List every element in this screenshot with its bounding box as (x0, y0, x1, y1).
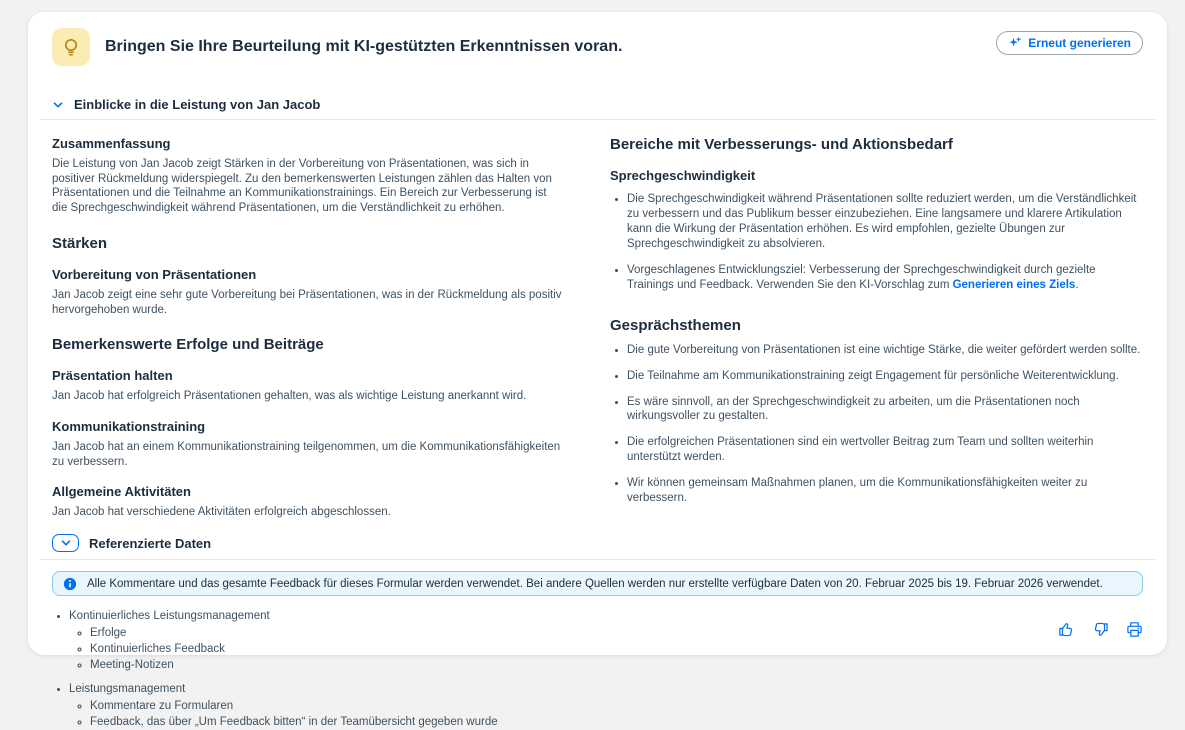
thumbs-down-button[interactable] (1090, 619, 1111, 643)
achievement-title: Kommunikationstraining (52, 419, 206, 435)
achievement-text: Jan Jacob hat verschiedene Aktivitäten erfolgreich abgeschlossen. (52, 506, 391, 519)
generate-goal-link[interactable]: Generieren eines Ziels (952, 278, 1076, 291)
achievement-text: Jan Jacob hat an einem Kommunikationstraining teilgenommen, um die Kommunikationsfähigkeiten zu verbessern. (52, 441, 561, 468)
collapse-section-button[interactable] (52, 534, 79, 552)
summary-heading: Zusammenfassung (52, 136, 171, 151)
improvement-bullet: Die Sprechgeschwindigkeit während Präsentationen sollte reduziert werden, um die Verständlichkeit zu verbessern und das Publikum besser einzubeziehen. Eine langsamere und klarere Artikulation kann die Wirkung der Präsentation erhöhen. Es wird empfohlen, gezielte Übungen zur Sprechgeschwindigkeit zu absolvieren. (627, 193, 1137, 250)
list-item (69, 609, 1143, 673)
referenced-sublist (69, 699, 1143, 730)
lightbulb-icon (52, 28, 90, 66)
regenerate-button[interactable] (996, 31, 1143, 55)
improvement-subheading: Sprechgeschwindigkeit (610, 168, 756, 183)
feedback-toolbar (1056, 619, 1145, 643)
regenerate-label: Erneut generieren (1028, 36, 1131, 50)
topics-list (610, 343, 1143, 507)
divider (40, 559, 1155, 560)
achievement-title: Präsentation halten (52, 368, 173, 384)
improvement-bullet-suffix: . (1075, 278, 1079, 291)
thumbs-up-button[interactable] (1056, 619, 1077, 643)
strength-text: Jan Jacob zeigt eine sehr gute Vorbereitung bei Präsentationen, was in der Rückmeldung als positiv hervorgehoben wurde. (52, 288, 562, 316)
list-item (627, 192, 1143, 252)
print-button[interactable] (1124, 619, 1145, 643)
referenced-group-label: Leistungsmanagement (69, 682, 186, 695)
insights-section-title: Einblicke in die Leistung von Jan Jacob (74, 97, 321, 112)
thumbs-up-icon (1058, 621, 1075, 641)
thumbs-down-icon (1092, 621, 1109, 641)
list-item: • Es wäre sinnvoll, an der Sprechgeschwindigkeit zu arbeiten, um die Präsentationen noch wirkungsvoller zu gestalten. (627, 395, 1143, 425)
insights-left-column (52, 134, 564, 520)
referenced-sublist (69, 626, 1143, 673)
panel-header (52, 28, 1143, 66)
achievement-title: Allgemeine Aktivitäten (52, 484, 191, 500)
insights-content (52, 134, 1143, 520)
improvement-list (610, 192, 1143, 293)
list-item: ◦ Erfolge (90, 626, 1143, 641)
info-icon (63, 577, 77, 591)
strengths-heading: Stärken (52, 234, 108, 252)
list-item: • Die gute Vorbereitung von Präsentationen ist eine wichtige Stärke, die weiter gefördert werden sollte. (627, 343, 1143, 358)
list-item: ◦ Meeting-Notizen (90, 658, 1143, 673)
list-item: • Die Teilnahme am Kommunikationstraining zeigt Engagement für persönliche Weiterentwicklung. (627, 369, 1143, 384)
achievement-text: Jan Jacob hat erfolgreich Präsentationen gehalten, was als wichtige Leistung anerkannt wird. (52, 390, 527, 403)
summary-text: Die Leistung von Jan Jacob zeigt Stärken in der Vorbereitung von Präsentationen, was sich in positiver Rückmeldung widerspiegelt. Zu den bemerkenswerten Leistungen zählen das Halten von Präsentationen und die Teilnahme an Kommunikationstrainings. Ein Bereich zur Verbesserung ist die Sprechgeschwindigkeit während Präsentationen, um die Verständlichkeit zu erhöhen. (52, 158, 552, 215)
printer-icon (1126, 621, 1143, 641)
improvement-bullet-prefix: Vorgeschlagenes Entwicklungsziel: Verbesserung der Sprechgeschwindigkeit durch gezielte Trainings und Feedback. Verwenden Sie den KI-Vorschlag zum (627, 263, 1096, 291)
list-item (69, 682, 1143, 730)
page-title: Bringen Sie Ihre Beurteilung mit KI-gestützten Erkenntnissen voran. (105, 38, 623, 55)
divider (40, 119, 1155, 120)
insights-section-header[interactable] (52, 97, 1143, 112)
info-banner-text: Alle Kommentare und das gesamte Feedback für dieses Formular werden verwendet. Bei andere Quellen werden nur erstellte verfügbare Daten von 20. Februar 2025 bis 19. Februar 2026 verwendet. (87, 577, 1103, 590)
list-item (627, 263, 1143, 293)
referenced-section-header[interactable] (52, 534, 1143, 552)
referenced-data-list (52, 609, 1143, 730)
list-item: ◦ Kontinuierliches Feedback (90, 642, 1143, 657)
ai-sparkle-icon (1008, 36, 1022, 50)
referenced-section-title: Referenzierte Daten (89, 535, 212, 551)
list-item: • Die erfolgreichen Präsentationen sind ein wertvoller Beitrag zum Team und sollten weiterhin unterstützt werden. (627, 435, 1143, 465)
insights-right-column (610, 134, 1143, 520)
improvement-heading: Bereiche mit Verbesserungs- und Aktionsbedarf (610, 136, 953, 153)
referenced-group-label: Kontinuierliches Leistungsmanagement (69, 610, 270, 623)
info-banner (52, 571, 1143, 596)
list-item: ◦ Kommentare zu Formularen (90, 699, 1143, 714)
list-item: ◦ Feedback, das über „Um Feedback bitten“ in der Teamübersicht gegeben wurde (90, 715, 1143, 730)
chevron-down-icon[interactable] (52, 99, 64, 111)
list-item: • Wir können gemeinsam Maßnahmen planen, um die Kommunikationsfähigkeiten weiter zu verbessern. (627, 476, 1143, 506)
ai-insights-panel (28, 12, 1167, 728)
strength-title: Vorbereitung von Präsentationen (52, 266, 257, 282)
achievements-heading: Bemerkenswerte Erfolge und Beiträge (52, 336, 324, 354)
topics-heading: Gesprächsthemen (610, 316, 741, 334)
